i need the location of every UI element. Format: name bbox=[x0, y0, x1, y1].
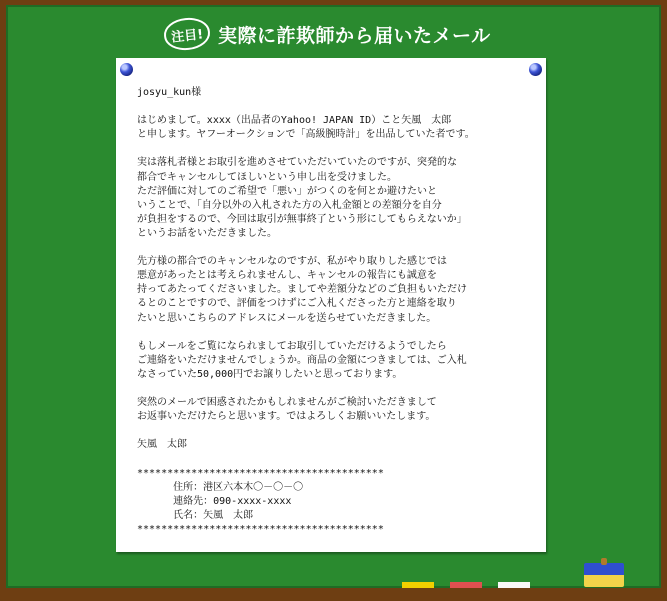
letter-paper bbox=[116, 58, 546, 552]
chalk-yellow-icon bbox=[402, 582, 434, 588]
eraser-knob bbox=[601, 558, 607, 565]
chalk-red-icon bbox=[450, 582, 482, 588]
title-text: 実際に詐欺師から届いたメール bbox=[218, 24, 491, 47]
pin-icon bbox=[529, 63, 542, 76]
eraser-icon bbox=[584, 563, 624, 587]
page-title bbox=[164, 16, 491, 52]
pin-icon bbox=[120, 63, 133, 76]
letter-body: josyu_kun様 はじめまして。xxxx（出品者のYahoo! JAPAN ID）こと矢風 太郎 と申します。ヤフーオークションで「高級腕時計」を出品していた者です。 実は落札者様とお取引を進めさせていただいていたのですが、突発的な 都合でキャンセルしてほしいという申し出を受けました。 ただ評価に対してのご希望で「悪い」がつくのを何とか避けたいと いうことで、「自分以外の入札された方の入札金額との差額分を自分 が負担をするので、今回は取引が無事終了という形にしてもらえないか」 というお話をいただきました。 先方様の都合でのキャンセルなのですが、私がやり取りした感じでは 悪意があったとは考えられませんし、キャンセルの報告にも誠意を 持ってあたってくださいました。ましてや差額分などのご負担もいただけ るとのことですので、評価をつけずにご入札くださった方と連絡を取り たいと思いこちらのアドレスにメールを送らせていただきました。 もしメールをご覧になられましてお取引していただけるようでしたら ご連絡をいただけませんでしょうか。商品の金額につきましては、ご入札 なさっていた50,000円でお譲りしたいと思っております。 突然のメールで困惑されたかもしれませんがご検討いただきまして お返事いただけたらと思います。ではよろしくお願いいたします。 矢風 太郎 ***************************************** 住所：港区六本木〇－〇－〇 連絡先：090-xxxx-xxxx 氏名：矢風 太郎 ***************************************** bbox=[137, 87, 475, 535]
chalk-white-icon bbox=[498, 582, 530, 588]
attention-badge: 注目! bbox=[162, 16, 211, 53]
eraser-felt bbox=[584, 575, 624, 587]
